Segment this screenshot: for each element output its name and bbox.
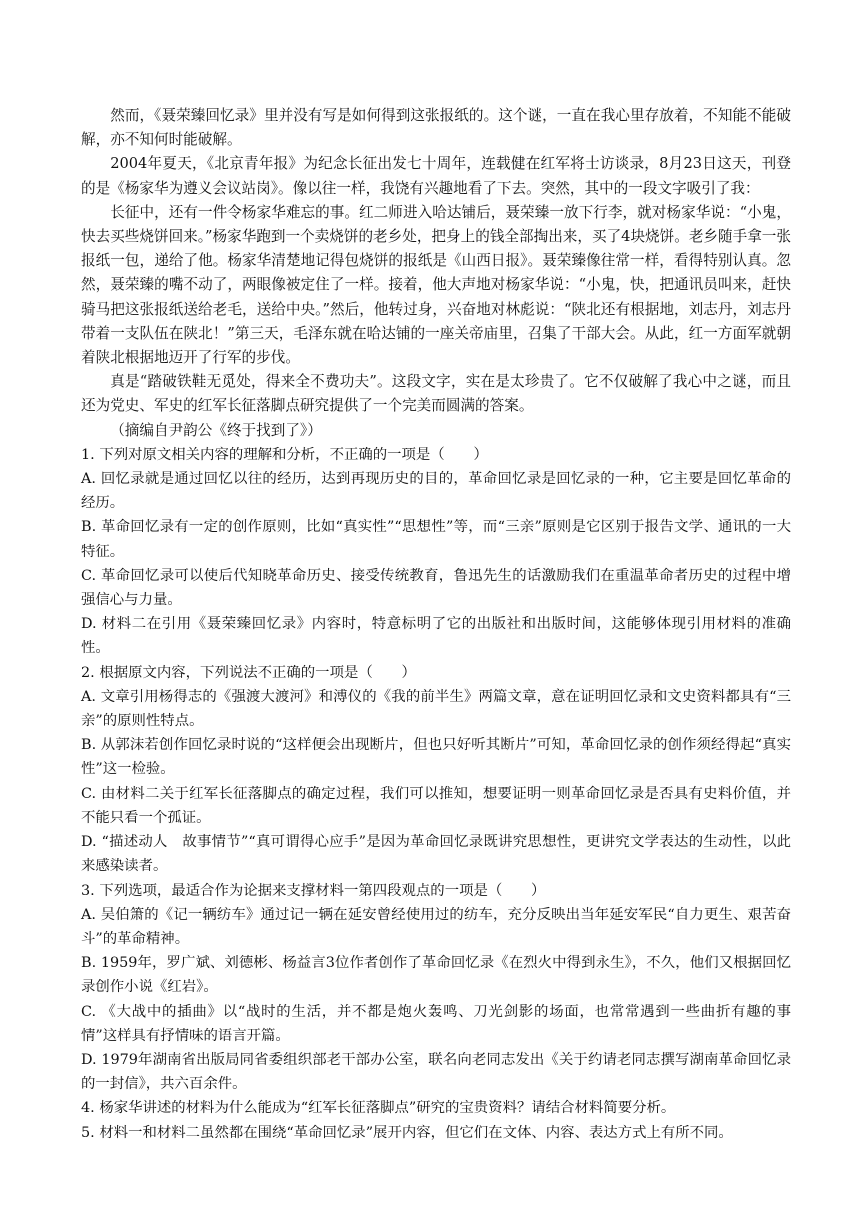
option-c[interactable] [81, 564, 791, 612]
option-text: 由材料二关于红军长征落脚点的确定过程，我们可以推知，想要证明一则革命回忆录是否具有史料价值，并不能只看一个孤证。 [81, 785, 791, 826]
question-text: 杨家华讲述的材料为什么能成为“红军长征落脚点”研究的宝贵资料？请结合材料简要分析。 [99, 1100, 676, 1117]
option-label: C. [81, 1003, 97, 1020]
option-text: 革命回忆录有一定的创作原则，比如“真实性”“思想性”等，而“三亲”原则是它区别于报告文学、通讯的一大特征。 [81, 519, 791, 560]
option-c[interactable] [81, 1000, 791, 1048]
option-label: D. [81, 616, 97, 633]
question-number: 5. [81, 1124, 95, 1141]
option-text: “描述动人 故事情节”“真可谓得心应手”是因为革命回忆录既讲究思想性，更讲究文学表达的生动性，以此来感染读者。 [81, 834, 791, 875]
option-label: B. [81, 737, 97, 754]
option-label: A. [81, 906, 96, 923]
question-text: 根据原文内容，下列说法不正确的一项是（ ） [99, 664, 416, 681]
option-text: 《大战中的插曲》以“战时的生活，并不都是炮火轰鸣、刀光剑影的场面，也常常遇到一些曲折有趣的事情”这样具有抒情味的语言开篇。 [81, 1003, 791, 1044]
passage-paragraph-3: 长征中，还有一件令杨家华难忘的事。红二师进入哈达铺后，聂荣臻一放下行李，就对杨家华说：“小鬼，快去买些烧饼回来。”杨家华跑到一个卖烧饼的老乡处，把身上的钱全部掏出来，买了4块烧饼。老乡随手拿一张报纸一包，递给了他。杨家华清楚地记得包烧饼的报纸是《山西日报》。聂荣臻像往常一样，看得特别认真。忽然，聂荣臻的嘴不动了，两眼像被定住了一样。接着，他大声地对杨家华说：“小鬼，快，把通讯员叫来，赶快骑马把这张报纸送给老毛，送给中央。”然后，他转过身，兴奋地对林彪说：“陕北还有根据地，刘志丹，刘志丹带着一支队伍在陕北！”第三天，毛泽东就在哈达铺的一座关帝庙里，召集了干部大会。从此，红一方面军就朝着陕北根据地迈开了行军的步伐。 [81, 203, 791, 367]
option-a[interactable] [81, 685, 791, 733]
option-text: 1979年湖南省出版局同省委组织部老干部办公室，联名向老同志发出《关于约请老同志撰写湖南革命回忆录的一封信》，共六百余件。 [81, 1051, 791, 1093]
option-c[interactable] [81, 782, 791, 830]
question-number: 4. [81, 1100, 95, 1117]
option-a[interactable] [81, 903, 791, 951]
option-label: D. [81, 1051, 97, 1068]
question-4 [81, 1096, 791, 1120]
option-label: B. [81, 519, 97, 536]
question-list [81, 443, 791, 1145]
option-text: 材料二在引用《聂荣臻回忆录》内容时，特意标明了它的出版社和出版时间，这能够体现引用材料的准确性。 [81, 616, 791, 657]
passage-source: （摘编自尹韵公《终于找到了》） [110, 421, 322, 439]
question-text: 下列对原文相关内容的理解和分析，不正确的一项是（ ） [99, 446, 488, 463]
question-text: 下列选项，最适合作为论据来支撑材料一第四段观点的一项是（ ） [99, 882, 546, 899]
option-label: C. [81, 785, 97, 802]
option-d[interactable] [81, 1048, 791, 1096]
question-stem [81, 661, 791, 685]
option-d[interactable] [81, 830, 791, 878]
question-stem [81, 879, 791, 903]
option-b[interactable] [81, 515, 791, 563]
passage-paragraph-1: 然而，《聂荣臻回忆录》里并没有写是如何得到这张报纸的。这个谜，一直在我心里存放着，不知能不能破解，亦不知何时能破解。 [81, 107, 791, 149]
option-b[interactable] [81, 951, 791, 999]
reading-passage [81, 104, 791, 443]
question-number: 1. [81, 446, 95, 463]
option-text: 1959年，罗广斌、刘德彬、杨益言3位作者创作了革命回忆录《在烈火中得到永生》，不久，他们又根据回忆录创作小说《红岩》。 [81, 955, 791, 996]
question-1 [81, 443, 791, 661]
option-b[interactable] [81, 733, 791, 781]
question-number: 2. [81, 664, 95, 681]
option-text: 从郭沫若创作回忆录时说的“这样便会出现断片，但也只好听其断片”可知，革命回忆录的创作须经得起“真实性”这一检验。 [81, 737, 791, 778]
passage-paragraph-2: 2004年夏天，《北京青年报》为纪念长征出发七十周年，连载健在红军将士访谈录，8月23日这天，刊登的是《杨家华为遵义会议站岗》。像以往一样，我饶有兴趣地看了下去。突然，其中的一段文字吸引了我： [81, 155, 791, 197]
question-text: 材料一和材料二虽然都在围绕“革命回忆录”展开内容，但它们在文体、内容、表达方式上有所不同。 [99, 1124, 733, 1141]
question-stem [81, 1121, 791, 1145]
option-label: B. [81, 955, 97, 972]
option-a[interactable] [81, 467, 791, 515]
question-stem [81, 443, 791, 467]
option-d[interactable] [81, 612, 791, 660]
passage-paragraph-4: 真是“踏破铁鞋无觅处，得来全不费功夫”。这段文字，实在是太珍贵了。它不仅破解了我心中之谜，而且还为党史、军史的红军长征落脚点研究提供了一个完美而圆满的答案。 [81, 373, 791, 415]
question-5 [81, 1121, 791, 1145]
option-text: 革命回忆录可以使后代知晓革命历史、接受传统教育，鲁迅先生的话激励我们在重温革命者历史的过程中增强信心与力量。 [81, 567, 791, 609]
option-label: D. [81, 834, 97, 851]
question-2 [81, 661, 791, 879]
option-text: 吴伯箫的《记一辆纺车》通过记一辆在延安曾经使用过的纺车，充分反映出当年延安军民“自力更生、艰苦奋斗”的革命精神。 [81, 906, 791, 947]
question-stem [81, 1096, 791, 1120]
question-3 [81, 879, 791, 1097]
option-label: A. [81, 688, 96, 705]
option-text: 回忆录就是通过回忆以往的经历，达到再现历史的目的，革命回忆录是回忆录的一种，它主要是回忆革命的经历。 [81, 471, 791, 512]
option-label: C. [81, 567, 97, 584]
option-label: A. [81, 471, 96, 488]
question-number: 3. [81, 882, 95, 899]
option-text: 文章引用杨得志的《强渡大渡河》和溥仪的《我的前半生》两篇文章，意在证明回忆录和文史资料都具有“三亲”的原则性特点。 [81, 688, 791, 730]
